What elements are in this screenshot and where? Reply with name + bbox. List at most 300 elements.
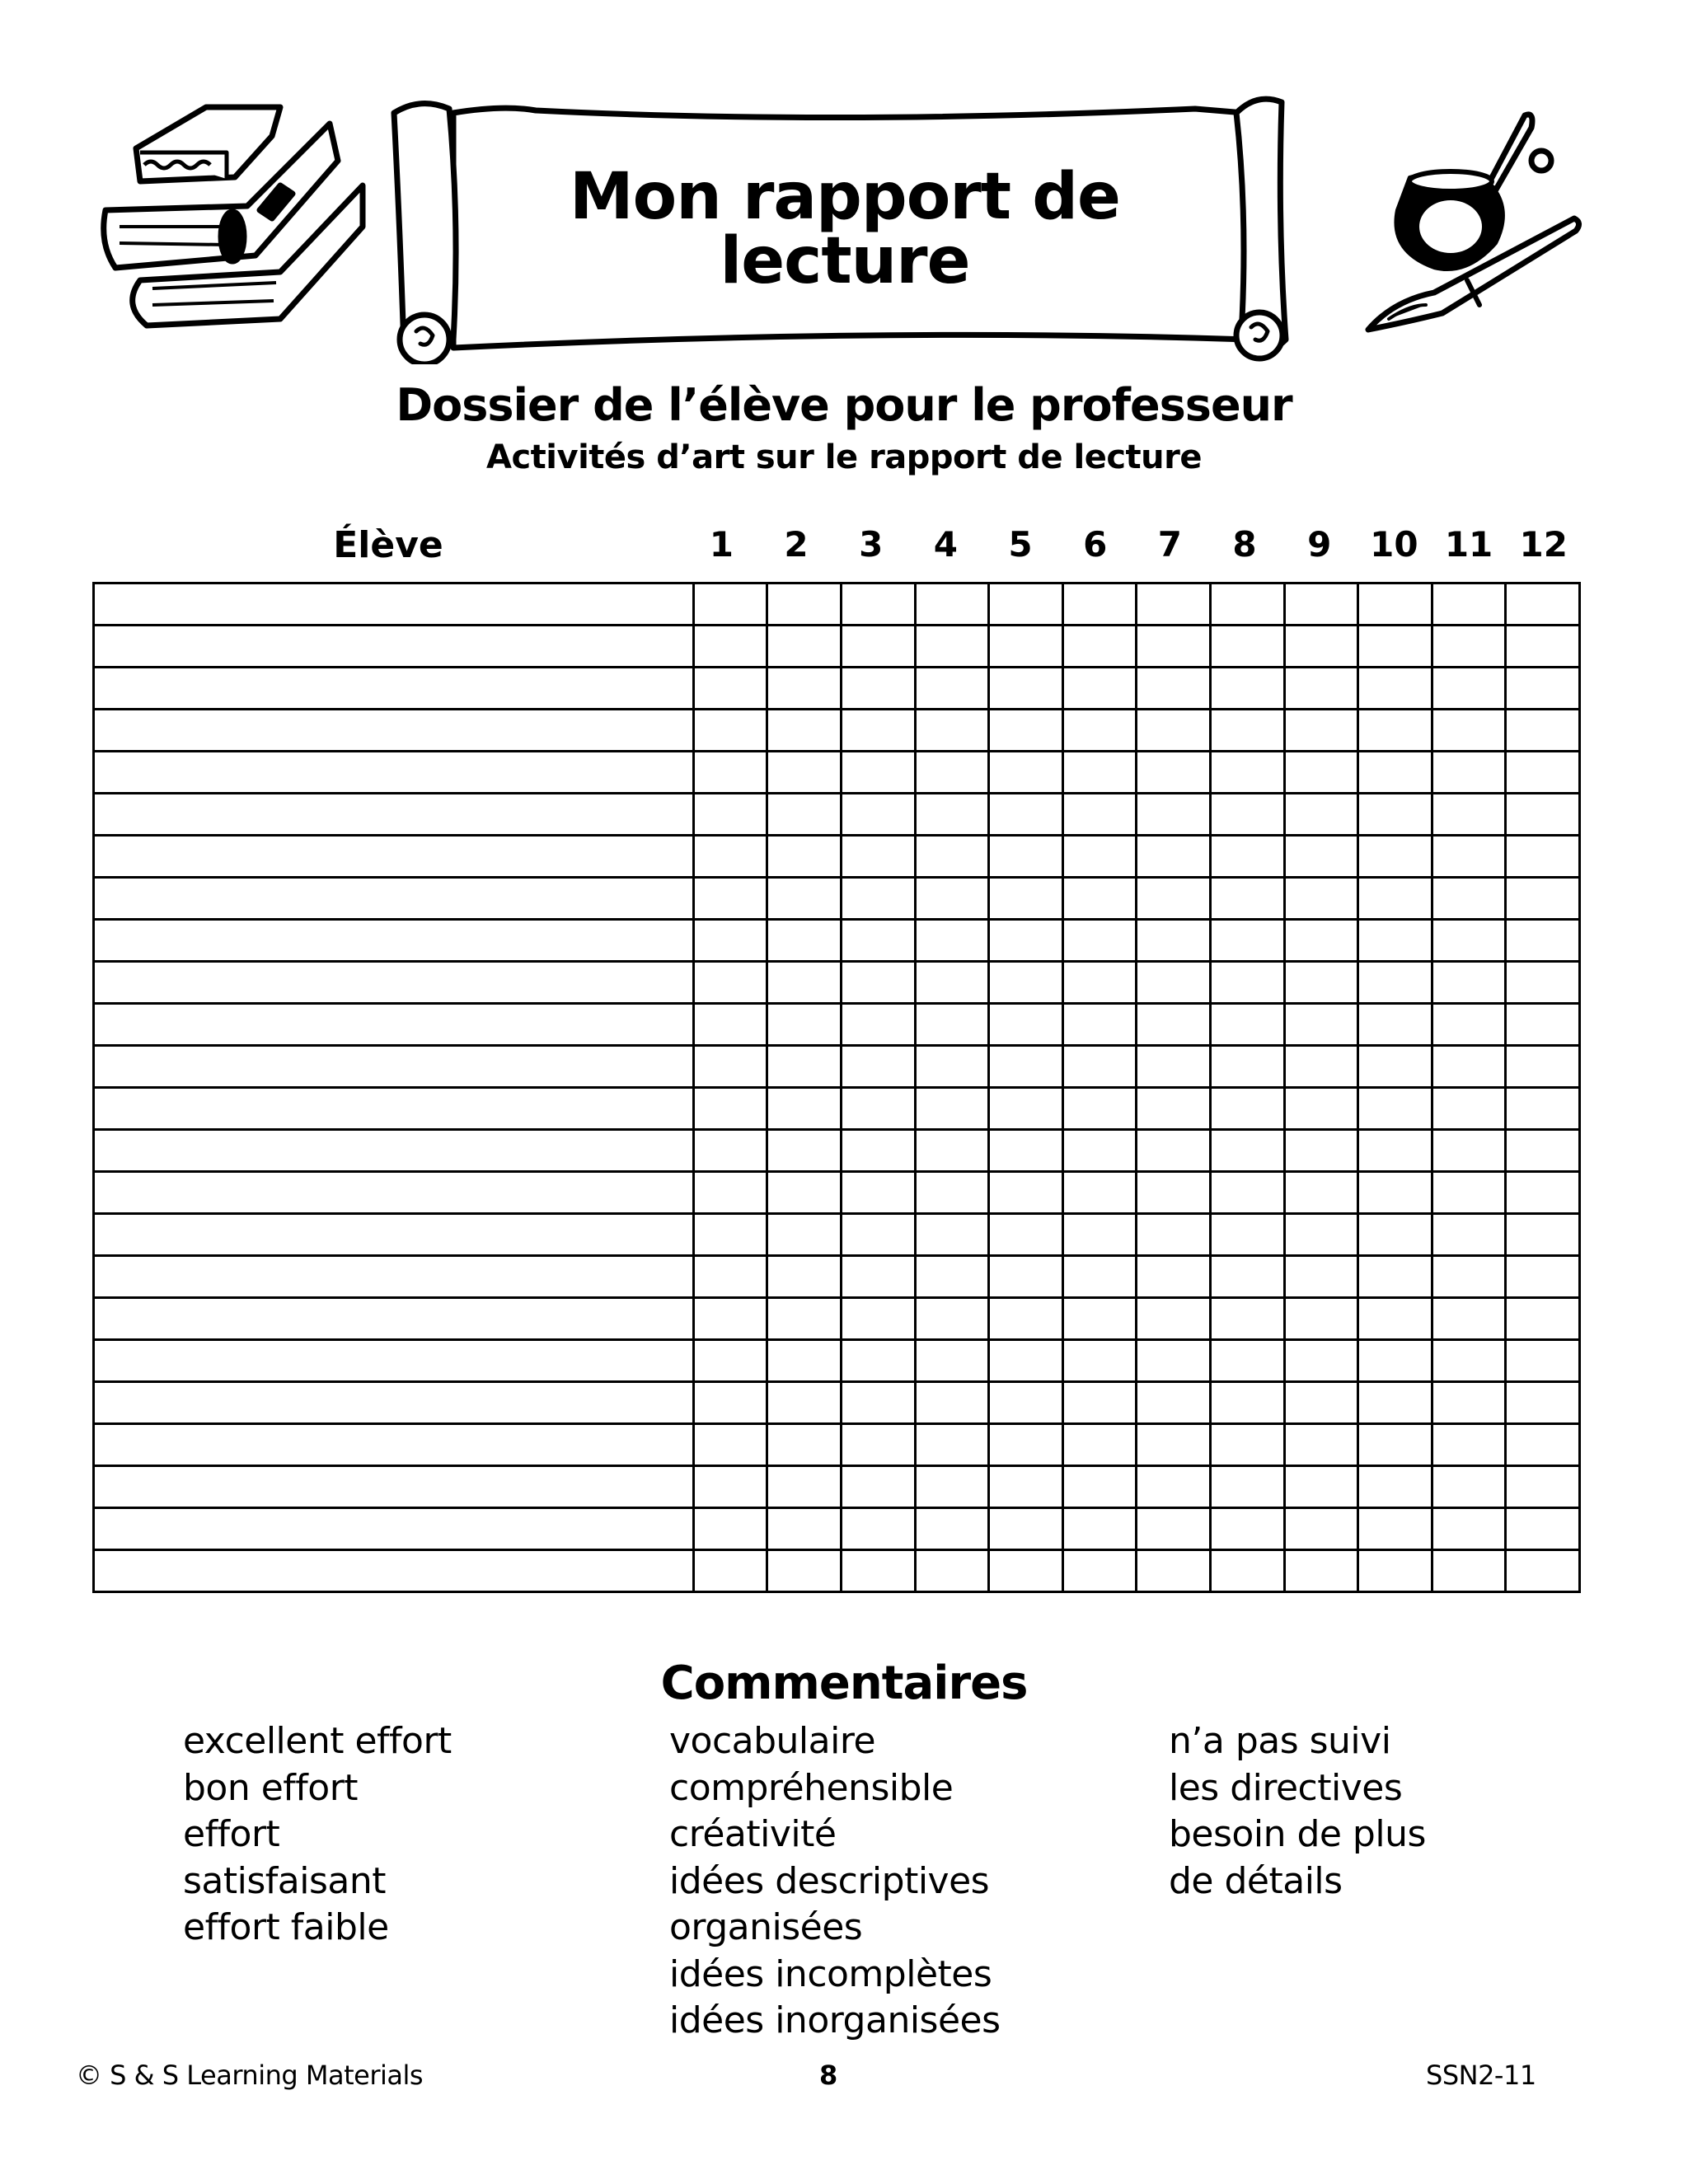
activity-cell-12[interactable] — [1506, 794, 1580, 836]
student-name-cell[interactable] — [94, 1088, 694, 1130]
activity-cell-7[interactable] — [1137, 752, 1211, 794]
activity-cell-12[interactable] — [1506, 1424, 1580, 1466]
activity-cell-10[interactable] — [1358, 1004, 1432, 1046]
activity-cell-10[interactable] — [1358, 1382, 1432, 1424]
activity-cell-7[interactable] — [1137, 1298, 1211, 1340]
student-name-cell[interactable] — [94, 878, 694, 920]
activity-cell-9[interactable] — [1284, 1508, 1358, 1550]
activity-cell-6[interactable] — [1062, 962, 1137, 1004]
activity-cell-1[interactable] — [693, 794, 767, 836]
activity-cell-11[interactable] — [1432, 1508, 1506, 1550]
activity-cell-8[interactable] — [1210, 752, 1284, 794]
activity-cell-7[interactable] — [1137, 878, 1211, 920]
student-name-cell[interactable] — [94, 1382, 694, 1424]
activity-cell-10[interactable] — [1358, 878, 1432, 920]
activity-cell-3[interactable] — [842, 878, 916, 920]
activity-cell-10[interactable] — [1358, 1466, 1432, 1508]
activity-cell-6[interactable] — [1062, 1088, 1137, 1130]
student-name-cell[interactable] — [94, 1340, 694, 1382]
activity-cell-11[interactable] — [1432, 1046, 1506, 1088]
activity-cell-11[interactable] — [1432, 794, 1506, 836]
activity-cell-3[interactable] — [842, 1298, 916, 1340]
activity-cell-11[interactable] — [1432, 1214, 1506, 1256]
activity-cell-8[interactable] — [1210, 1466, 1284, 1508]
activity-cell-7[interactable] — [1137, 668, 1211, 710]
activity-cell-10[interactable] — [1358, 1088, 1432, 1130]
activity-cell-10[interactable] — [1358, 1508, 1432, 1550]
activity-cell-8[interactable] — [1210, 1172, 1284, 1214]
activity-cell-3[interactable] — [842, 1340, 916, 1382]
student-name-cell[interactable] — [94, 836, 694, 878]
activity-cell-2[interactable] — [767, 1172, 842, 1214]
activity-cell-3[interactable] — [842, 1046, 916, 1088]
activity-cell-4[interactable] — [915, 1172, 989, 1214]
activity-cell-4[interactable] — [915, 668, 989, 710]
activity-cell-7[interactable] — [1137, 1550, 1211, 1592]
activity-cell-7[interactable] — [1137, 1088, 1211, 1130]
activity-cell-6[interactable] — [1062, 920, 1137, 962]
activity-cell-10[interactable] — [1358, 1214, 1432, 1256]
activity-cell-9[interactable] — [1284, 878, 1358, 920]
activity-cell-3[interactable] — [842, 626, 916, 668]
activity-cell-5[interactable] — [989, 1466, 1063, 1508]
activity-cell-5[interactable] — [989, 583, 1063, 626]
activity-cell-10[interactable] — [1358, 836, 1432, 878]
activity-cell-12[interactable] — [1506, 626, 1580, 668]
activity-cell-3[interactable] — [842, 920, 916, 962]
student-name-cell[interactable] — [94, 668, 694, 710]
activity-cell-9[interactable] — [1284, 752, 1358, 794]
activity-cell-1[interactable] — [693, 1340, 767, 1382]
activity-cell-3[interactable] — [842, 1382, 916, 1424]
activity-cell-8[interactable] — [1210, 962, 1284, 1004]
activity-cell-1[interactable] — [693, 1214, 767, 1256]
activity-cell-8[interactable] — [1210, 583, 1284, 626]
activity-cell-4[interactable] — [915, 878, 989, 920]
activity-cell-6[interactable] — [1062, 794, 1137, 836]
activity-cell-6[interactable] — [1062, 1550, 1137, 1592]
activity-cell-12[interactable] — [1506, 1088, 1580, 1130]
activity-cell-2[interactable] — [767, 1550, 842, 1592]
activity-cell-4[interactable] — [915, 1340, 989, 1382]
activity-cell-4[interactable] — [915, 1088, 989, 1130]
activity-cell-12[interactable] — [1506, 1046, 1580, 1088]
activity-cell-9[interactable] — [1284, 794, 1358, 836]
activity-cell-6[interactable] — [1062, 878, 1137, 920]
activity-cell-5[interactable] — [989, 1046, 1063, 1088]
activity-cell-6[interactable] — [1062, 583, 1137, 626]
activity-cell-7[interactable] — [1137, 962, 1211, 1004]
activity-cell-7[interactable] — [1137, 1424, 1211, 1466]
activity-cell-2[interactable] — [767, 668, 842, 710]
activity-cell-7[interactable] — [1137, 1508, 1211, 1550]
activity-cell-11[interactable] — [1432, 1550, 1506, 1592]
activity-cell-11[interactable] — [1432, 626, 1506, 668]
activity-cell-3[interactable] — [842, 583, 916, 626]
activity-cell-2[interactable] — [767, 1424, 842, 1466]
activity-cell-12[interactable] — [1506, 710, 1580, 752]
activity-cell-6[interactable] — [1062, 626, 1137, 668]
activity-cell-1[interactable] — [693, 878, 767, 920]
activity-cell-1[interactable] — [693, 920, 767, 962]
student-name-cell[interactable] — [94, 920, 694, 962]
activity-cell-11[interactable] — [1432, 1424, 1506, 1466]
activity-cell-2[interactable] — [767, 1508, 842, 1550]
activity-cell-9[interactable] — [1284, 1088, 1358, 1130]
activity-cell-9[interactable] — [1284, 710, 1358, 752]
activity-cell-5[interactable] — [989, 668, 1063, 710]
activity-cell-4[interactable] — [915, 1424, 989, 1466]
activity-cell-1[interactable] — [693, 1298, 767, 1340]
activity-cell-2[interactable] — [767, 1046, 842, 1088]
activity-cell-1[interactable] — [693, 962, 767, 1004]
activity-cell-7[interactable] — [1137, 920, 1211, 962]
activity-cell-10[interactable] — [1358, 1340, 1432, 1382]
student-name-cell[interactable] — [94, 1550, 694, 1592]
activity-cell-9[interactable] — [1284, 583, 1358, 626]
activity-cell-3[interactable] — [842, 1004, 916, 1046]
student-name-cell[interactable] — [94, 1466, 694, 1508]
activity-cell-3[interactable] — [842, 1466, 916, 1508]
activity-cell-11[interactable] — [1432, 583, 1506, 626]
activity-cell-4[interactable] — [915, 1550, 989, 1592]
activity-cell-6[interactable] — [1062, 1046, 1137, 1088]
activity-cell-2[interactable] — [767, 1130, 842, 1172]
activity-cell-5[interactable] — [989, 1004, 1063, 1046]
activity-cell-3[interactable] — [842, 1214, 916, 1256]
activity-cell-12[interactable] — [1506, 1130, 1580, 1172]
activity-cell-5[interactable] — [989, 836, 1063, 878]
activity-cell-4[interactable] — [915, 1214, 989, 1256]
activity-cell-4[interactable] — [915, 1298, 989, 1340]
student-name-cell[interactable] — [94, 1424, 694, 1466]
activity-cell-2[interactable] — [767, 878, 842, 920]
activity-cell-11[interactable] — [1432, 1256, 1506, 1298]
activity-cell-11[interactable] — [1432, 1340, 1506, 1382]
activity-cell-6[interactable] — [1062, 1130, 1137, 1172]
activity-cell-3[interactable] — [842, 710, 916, 752]
activity-cell-5[interactable] — [989, 878, 1063, 920]
activity-cell-9[interactable] — [1284, 1130, 1358, 1172]
activity-cell-9[interactable] — [1284, 1466, 1358, 1508]
activity-cell-8[interactable] — [1210, 1508, 1284, 1550]
activity-cell-9[interactable] — [1284, 1340, 1358, 1382]
activity-cell-12[interactable] — [1506, 752, 1580, 794]
activity-cell-5[interactable] — [989, 752, 1063, 794]
activity-cell-9[interactable] — [1284, 962, 1358, 1004]
activity-cell-11[interactable] — [1432, 1172, 1506, 1214]
activity-cell-2[interactable] — [767, 1004, 842, 1046]
student-name-cell[interactable] — [94, 794, 694, 836]
student-name-cell[interactable] — [94, 710, 694, 752]
activity-cell-5[interactable] — [989, 1172, 1063, 1214]
activity-cell-9[interactable] — [1284, 1424, 1358, 1466]
activity-cell-9[interactable] — [1284, 1046, 1358, 1088]
activity-cell-10[interactable] — [1358, 1550, 1432, 1592]
activity-cell-10[interactable] — [1358, 710, 1432, 752]
activity-cell-4[interactable] — [915, 1508, 989, 1550]
activity-cell-12[interactable] — [1506, 962, 1580, 1004]
activity-cell-2[interactable] — [767, 1340, 842, 1382]
activity-cell-5[interactable] — [989, 1214, 1063, 1256]
activity-cell-3[interactable] — [842, 1508, 916, 1550]
activity-cell-5[interactable] — [989, 1382, 1063, 1424]
activity-cell-8[interactable] — [1210, 626, 1284, 668]
activity-cell-5[interactable] — [989, 1256, 1063, 1298]
activity-cell-2[interactable] — [767, 794, 842, 836]
activity-cell-2[interactable] — [767, 920, 842, 962]
activity-cell-9[interactable] — [1284, 626, 1358, 668]
activity-cell-12[interactable] — [1506, 668, 1580, 710]
activity-cell-5[interactable] — [989, 1340, 1063, 1382]
activity-cell-6[interactable] — [1062, 710, 1137, 752]
activity-cell-8[interactable] — [1210, 1340, 1284, 1382]
activity-cell-8[interactable] — [1210, 710, 1284, 752]
activity-cell-10[interactable] — [1358, 583, 1432, 626]
activity-cell-10[interactable] — [1358, 1298, 1432, 1340]
activity-cell-11[interactable] — [1432, 836, 1506, 878]
activity-cell-3[interactable] — [842, 1424, 916, 1466]
activity-cell-1[interactable] — [693, 626, 767, 668]
activity-cell-3[interactable] — [842, 668, 916, 710]
activity-cell-5[interactable] — [989, 710, 1063, 752]
activity-cell-3[interactable] — [842, 752, 916, 794]
activity-cell-4[interactable] — [915, 710, 989, 752]
student-name-cell[interactable] — [94, 1004, 694, 1046]
activity-cell-11[interactable] — [1432, 1382, 1506, 1424]
student-name-cell[interactable] — [94, 1508, 694, 1550]
activity-cell-1[interactable] — [693, 1256, 767, 1298]
activity-cell-2[interactable] — [767, 962, 842, 1004]
activity-cell-4[interactable] — [915, 583, 989, 626]
activity-cell-1[interactable] — [693, 1508, 767, 1550]
activity-cell-5[interactable] — [989, 626, 1063, 668]
activity-cell-12[interactable] — [1506, 1382, 1580, 1424]
student-name-cell[interactable] — [94, 1256, 694, 1298]
activity-cell-8[interactable] — [1210, 878, 1284, 920]
activity-cell-1[interactable] — [693, 1550, 767, 1592]
activity-cell-1[interactable] — [693, 668, 767, 710]
activity-cell-11[interactable] — [1432, 668, 1506, 710]
activity-cell-7[interactable] — [1137, 1004, 1211, 1046]
student-name-cell[interactable] — [94, 1130, 694, 1172]
activity-cell-6[interactable] — [1062, 1298, 1137, 1340]
activity-cell-7[interactable] — [1137, 583, 1211, 626]
activity-cell-7[interactable] — [1137, 1256, 1211, 1298]
activity-cell-6[interactable] — [1062, 1466, 1137, 1508]
student-name-cell[interactable] — [94, 1046, 694, 1088]
activity-cell-4[interactable] — [915, 752, 989, 794]
student-name-cell[interactable] — [94, 1298, 694, 1340]
activity-cell-2[interactable] — [767, 1256, 842, 1298]
activity-cell-5[interactable] — [989, 962, 1063, 1004]
activity-cell-12[interactable] — [1506, 1550, 1580, 1592]
activity-cell-9[interactable] — [1284, 1214, 1358, 1256]
activity-cell-12[interactable] — [1506, 1214, 1580, 1256]
activity-cell-4[interactable] — [915, 836, 989, 878]
activity-cell-1[interactable] — [693, 1130, 767, 1172]
activity-cell-5[interactable] — [989, 794, 1063, 836]
activity-cell-9[interactable] — [1284, 1172, 1358, 1214]
activity-cell-3[interactable] — [842, 1256, 916, 1298]
activity-cell-12[interactable] — [1506, 1004, 1580, 1046]
activity-cell-6[interactable] — [1062, 1424, 1137, 1466]
activity-cell-7[interactable] — [1137, 836, 1211, 878]
activity-cell-8[interactable] — [1210, 1004, 1284, 1046]
activity-cell-6[interactable] — [1062, 1382, 1137, 1424]
activity-cell-9[interactable] — [1284, 920, 1358, 962]
activity-cell-1[interactable] — [693, 752, 767, 794]
activity-cell-4[interactable] — [915, 1130, 989, 1172]
activity-cell-3[interactable] — [842, 794, 916, 836]
activity-cell-12[interactable] — [1506, 1256, 1580, 1298]
student-name-cell[interactable] — [94, 1172, 694, 1214]
activity-cell-8[interactable] — [1210, 1424, 1284, 1466]
activity-cell-6[interactable] — [1062, 1214, 1137, 1256]
activity-cell-6[interactable] — [1062, 752, 1137, 794]
activity-cell-8[interactable] — [1210, 1382, 1284, 1424]
activity-cell-10[interactable] — [1358, 626, 1432, 668]
activity-cell-11[interactable] — [1432, 710, 1506, 752]
activity-cell-4[interactable] — [915, 626, 989, 668]
activity-cell-5[interactable] — [989, 1508, 1063, 1550]
activity-cell-6[interactable] — [1062, 1340, 1137, 1382]
activity-cell-4[interactable] — [915, 794, 989, 836]
activity-cell-4[interactable] — [915, 962, 989, 1004]
activity-cell-7[interactable] — [1137, 1340, 1211, 1382]
activity-cell-5[interactable] — [989, 1550, 1063, 1592]
activity-cell-11[interactable] — [1432, 1130, 1506, 1172]
activity-cell-1[interactable] — [693, 583, 767, 626]
activity-cell-7[interactable] — [1137, 1046, 1211, 1088]
activity-cell-9[interactable] — [1284, 1298, 1358, 1340]
activity-cell-10[interactable] — [1358, 920, 1432, 962]
activity-cell-4[interactable] — [915, 1466, 989, 1508]
activity-cell-1[interactable] — [693, 1424, 767, 1466]
activity-cell-4[interactable] — [915, 1382, 989, 1424]
activity-cell-11[interactable] — [1432, 1004, 1506, 1046]
activity-cell-6[interactable] — [1062, 1172, 1137, 1214]
activity-cell-11[interactable] — [1432, 1466, 1506, 1508]
activity-cell-5[interactable] — [989, 1424, 1063, 1466]
activity-cell-11[interactable] — [1432, 752, 1506, 794]
activity-cell-6[interactable] — [1062, 1508, 1137, 1550]
activity-cell-8[interactable] — [1210, 1214, 1284, 1256]
activity-cell-10[interactable] — [1358, 1130, 1432, 1172]
activity-cell-1[interactable] — [693, 1382, 767, 1424]
activity-cell-10[interactable] — [1358, 1046, 1432, 1088]
activity-cell-10[interactable] — [1358, 752, 1432, 794]
activity-cell-4[interactable] — [915, 920, 989, 962]
activity-cell-2[interactable] — [767, 1298, 842, 1340]
activity-cell-1[interactable] — [693, 710, 767, 752]
activity-cell-4[interactable] — [915, 1004, 989, 1046]
activity-cell-8[interactable] — [1210, 836, 1284, 878]
activity-cell-2[interactable] — [767, 1466, 842, 1508]
activity-cell-8[interactable] — [1210, 1550, 1284, 1592]
activity-cell-2[interactable] — [767, 626, 842, 668]
activity-cell-11[interactable] — [1432, 920, 1506, 962]
activity-cell-3[interactable] — [842, 1550, 916, 1592]
activity-cell-8[interactable] — [1210, 1298, 1284, 1340]
activity-cell-1[interactable] — [693, 1088, 767, 1130]
activity-cell-1[interactable] — [693, 1004, 767, 1046]
activity-cell-3[interactable] — [842, 1088, 916, 1130]
activity-cell-9[interactable] — [1284, 1382, 1358, 1424]
activity-cell-6[interactable] — [1062, 1256, 1137, 1298]
activity-cell-3[interactable] — [842, 1172, 916, 1214]
activity-cell-7[interactable] — [1137, 794, 1211, 836]
activity-cell-6[interactable] — [1062, 668, 1137, 710]
activity-cell-7[interactable] — [1137, 1172, 1211, 1214]
activity-cell-9[interactable] — [1284, 1256, 1358, 1298]
activity-cell-8[interactable] — [1210, 794, 1284, 836]
activity-cell-9[interactable] — [1284, 836, 1358, 878]
activity-cell-2[interactable] — [767, 836, 842, 878]
activity-cell-7[interactable] — [1137, 626, 1211, 668]
activity-cell-7[interactable] — [1137, 710, 1211, 752]
student-name-cell[interactable] — [94, 752, 694, 794]
activity-cell-10[interactable] — [1358, 1424, 1432, 1466]
activity-cell-11[interactable] — [1432, 1298, 1506, 1340]
activity-cell-4[interactable] — [915, 1046, 989, 1088]
activity-cell-12[interactable] — [1506, 1172, 1580, 1214]
activity-cell-1[interactable] — [693, 1046, 767, 1088]
activity-cell-12[interactable] — [1506, 920, 1580, 962]
activity-cell-8[interactable] — [1210, 1046, 1284, 1088]
activity-cell-12[interactable] — [1506, 836, 1580, 878]
activity-cell-12[interactable] — [1506, 1340, 1580, 1382]
activity-cell-10[interactable] — [1358, 794, 1432, 836]
activity-cell-3[interactable] — [842, 1130, 916, 1172]
activity-cell-4[interactable] — [915, 1256, 989, 1298]
activity-cell-9[interactable] — [1284, 1550, 1358, 1592]
activity-cell-5[interactable] — [989, 1130, 1063, 1172]
activity-cell-12[interactable] — [1506, 583, 1580, 626]
activity-cell-10[interactable] — [1358, 962, 1432, 1004]
activity-cell-2[interactable] — [767, 710, 842, 752]
student-name-cell[interactable] — [94, 1214, 694, 1256]
student-name-cell[interactable] — [94, 962, 694, 1004]
activity-cell-5[interactable] — [989, 920, 1063, 962]
activity-cell-1[interactable] — [693, 1466, 767, 1508]
activity-cell-2[interactable] — [767, 1382, 842, 1424]
activity-cell-5[interactable] — [989, 1088, 1063, 1130]
activity-cell-9[interactable] — [1284, 668, 1358, 710]
activity-cell-6[interactable] — [1062, 836, 1137, 878]
activity-cell-9[interactable] — [1284, 1004, 1358, 1046]
student-name-cell[interactable] — [94, 626, 694, 668]
activity-cell-12[interactable] — [1506, 1298, 1580, 1340]
activity-cell-8[interactable] — [1210, 920, 1284, 962]
activity-cell-11[interactable] — [1432, 1088, 1506, 1130]
activity-cell-3[interactable] — [842, 836, 916, 878]
activity-cell-11[interactable] — [1432, 962, 1506, 1004]
activity-cell-7[interactable] — [1137, 1466, 1211, 1508]
activity-cell-2[interactable] — [767, 752, 842, 794]
activity-cell-8[interactable] — [1210, 668, 1284, 710]
activity-cell-7[interactable] — [1137, 1130, 1211, 1172]
activity-cell-8[interactable] — [1210, 1256, 1284, 1298]
activity-cell-1[interactable] — [693, 1172, 767, 1214]
activity-cell-10[interactable] — [1358, 1256, 1432, 1298]
activity-cell-12[interactable] — [1506, 1466, 1580, 1508]
activity-cell-8[interactable] — [1210, 1130, 1284, 1172]
student-name-cell[interactable] — [94, 583, 694, 626]
activity-cell-8[interactable] — [1210, 1088, 1284, 1130]
activity-cell-2[interactable] — [767, 1214, 842, 1256]
activity-cell-11[interactable] — [1432, 878, 1506, 920]
